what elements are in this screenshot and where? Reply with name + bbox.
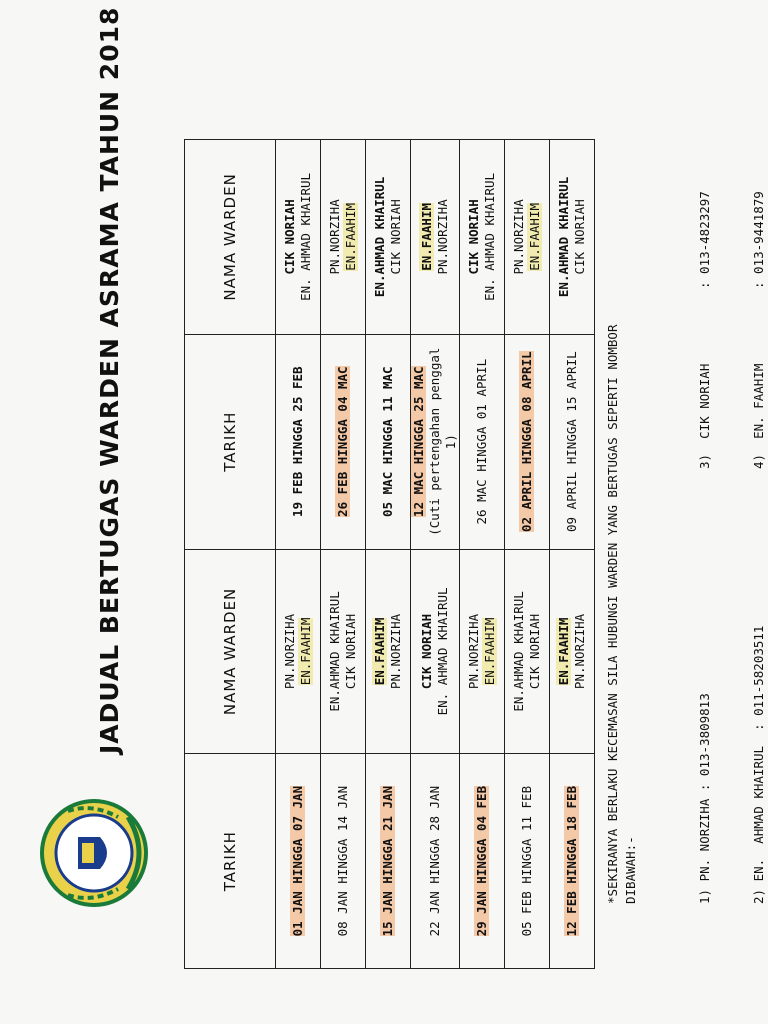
date-cell	[276, 334, 321, 549]
table-row	[411, 140, 460, 969]
warden-name: PN.NORZIHA	[466, 613, 481, 690]
warden-name: EN.FAAHIM	[527, 203, 542, 271]
warden-cell	[411, 549, 460, 754]
date-text: 12 FEB HINGGA 18 FEB	[564, 785, 579, 937]
warden-name: CIK NORIAH	[419, 613, 434, 690]
date-cell	[366, 754, 411, 969]
header-tarikh-1: TARIKH	[185, 754, 276, 969]
contact-item: 4) EN. FAAHIM	[751, 363, 766, 469]
warden-cell	[366, 140, 411, 335]
date-text: 19 FEB HINGGA 25 FEB	[290, 366, 305, 517]
date-cell	[411, 334, 460, 549]
header-nama-warden-1: NAMA WARDEN	[185, 549, 276, 754]
warden-cell	[276, 549, 321, 754]
warden-name: EN.FAAHIM	[419, 203, 434, 271]
contact-list-right-names	[660, 364, 768, 469]
date-text: 01 JAN HINGGA 07 JAN	[290, 785, 305, 937]
warden-name: CIK NORIAH	[388, 199, 403, 275]
warden-cell	[505, 140, 550, 335]
contact-item: 2) EN. AHMAD KHAIRUL : 011-58203511	[751, 625, 766, 904]
warden-name: EN. AHMAD KHAIRUL	[298, 172, 313, 301]
date-text: 05 FEB HINGGA 11 FEB	[519, 785, 534, 937]
school-crest-logo	[38, 797, 150, 909]
date-cell	[460, 334, 505, 549]
date-text: 15 JAN HINGGA 21 JAN	[380, 785, 395, 937]
date-cell	[505, 334, 550, 549]
warden-name: PN.NORZIHA	[282, 613, 297, 690]
warden-name: EN. AHMAD KHAIRUL	[435, 587, 450, 716]
warden-cell	[460, 549, 505, 754]
warden-name: EN.FAAHIM	[298, 617, 313, 686]
contact-item: 1) PN. NORZIHA : 013-3809813	[697, 693, 712, 904]
warden-cell	[411, 140, 460, 335]
table-row	[550, 140, 595, 969]
schedule-table	[184, 139, 595, 969]
warden-name: PN.NORZIHA	[511, 199, 526, 275]
table-header-row	[185, 140, 276, 969]
note-line: DIBAWAH:-	[623, 836, 638, 904]
table-row	[276, 140, 321, 969]
warden-name: EN.AHMAD KHAIRUL	[511, 591, 526, 712]
warden-name: EN.FAAHIM	[343, 203, 358, 271]
date-cell	[411, 754, 460, 969]
warden-name: PN.NORZIHA	[435, 199, 450, 275]
date-cell	[321, 754, 366, 969]
date-cell	[550, 334, 595, 549]
contact-number: : 013-9441879	[751, 191, 766, 289]
warden-name: CIK NORIAH	[343, 613, 358, 690]
warden-name: EN.FAAHIM	[556, 617, 571, 686]
date-text: 22 JAN HINGGA 28 JAN	[427, 785, 442, 937]
warden-name: EN.AHMAD KHAIRUL	[327, 591, 342, 712]
warden-name: EN.FAAHIM	[372, 617, 387, 686]
warden-cell	[550, 140, 595, 335]
date-text: 26 MAC HINGGA 01 APRIL	[474, 358, 489, 525]
date-text: 09 APRIL HINGGA 15 APRIL	[564, 351, 579, 532]
date-cell	[460, 754, 505, 969]
warden-name: CIK NORIAH	[282, 199, 297, 275]
date-text: 02 APRIL HINGGA 08 APRIL	[519, 351, 534, 532]
note-line: *SEKIRANYA BERLAKU KECEMASAN SILA HUBUNGI WARDEN YANG BERTUGAS SEPERTI NOMBOR	[605, 324, 620, 904]
header-tarikh-2: TARIKH	[185, 334, 276, 549]
contact-item: 3) CIK NORIAH	[697, 363, 712, 469]
warden-cell	[276, 140, 321, 335]
table-row	[460, 140, 505, 969]
table-row	[321, 140, 366, 969]
warden-cell	[550, 549, 595, 754]
warden-cell	[321, 549, 366, 754]
date-cell	[550, 754, 595, 969]
date-text: 08 JAN HINGGA 14 JAN	[335, 785, 350, 937]
warden-name: PN.NORZIHA	[388, 613, 403, 690]
warden-cell	[460, 140, 505, 335]
warden-cell	[321, 140, 366, 335]
page-title: JADUAL BERTUGAS WARDEN ASRAMA TAHUN 2018	[95, 6, 124, 754]
warden-name: CIK NORIAH	[466, 199, 481, 275]
warden-name: PN.NORZIHA	[327, 199, 342, 275]
warden-cell	[505, 549, 550, 754]
warden-name: EN.AHMAD KHAIRUL	[372, 176, 387, 298]
contact-list-right-numbers	[660, 191, 768, 289]
warden-name: EN.AHMAD KHAIRUL	[556, 176, 571, 298]
date-text: 05 MAC HINGGA 11 MAC	[380, 366, 395, 517]
emergency-note	[604, 325, 640, 904]
table-row	[505, 140, 550, 969]
date-text: 26 FEB HINGGA 04 MAC	[335, 366, 350, 517]
table-row	[366, 140, 411, 969]
contact-number: : 013-4823297	[697, 191, 712, 289]
header-nama-warden-2: NAMA WARDEN	[185, 140, 276, 335]
date-cell	[505, 754, 550, 969]
date-cell	[276, 754, 321, 969]
date-note: (Cuti pertengahan penggal 1)	[427, 347, 458, 536]
contact-list-left	[660, 626, 768, 904]
warden-name: PN.NORZIHA	[572, 613, 587, 690]
date-text: 12 MAC HINGGA 25 MAC	[411, 366, 426, 517]
warden-name: EN. AHMAD KHAIRUL	[482, 172, 497, 301]
warden-name: CIK NORIAH	[527, 613, 542, 690]
warden-name: EN.FAAHIM	[482, 617, 497, 686]
warden-cell	[366, 549, 411, 754]
date-text: 29 JAN HINGGA 04 FEB	[474, 785, 489, 937]
warden-name: CIK NORIAH	[572, 199, 587, 275]
date-cell	[321, 334, 366, 549]
date-cell	[366, 334, 411, 549]
